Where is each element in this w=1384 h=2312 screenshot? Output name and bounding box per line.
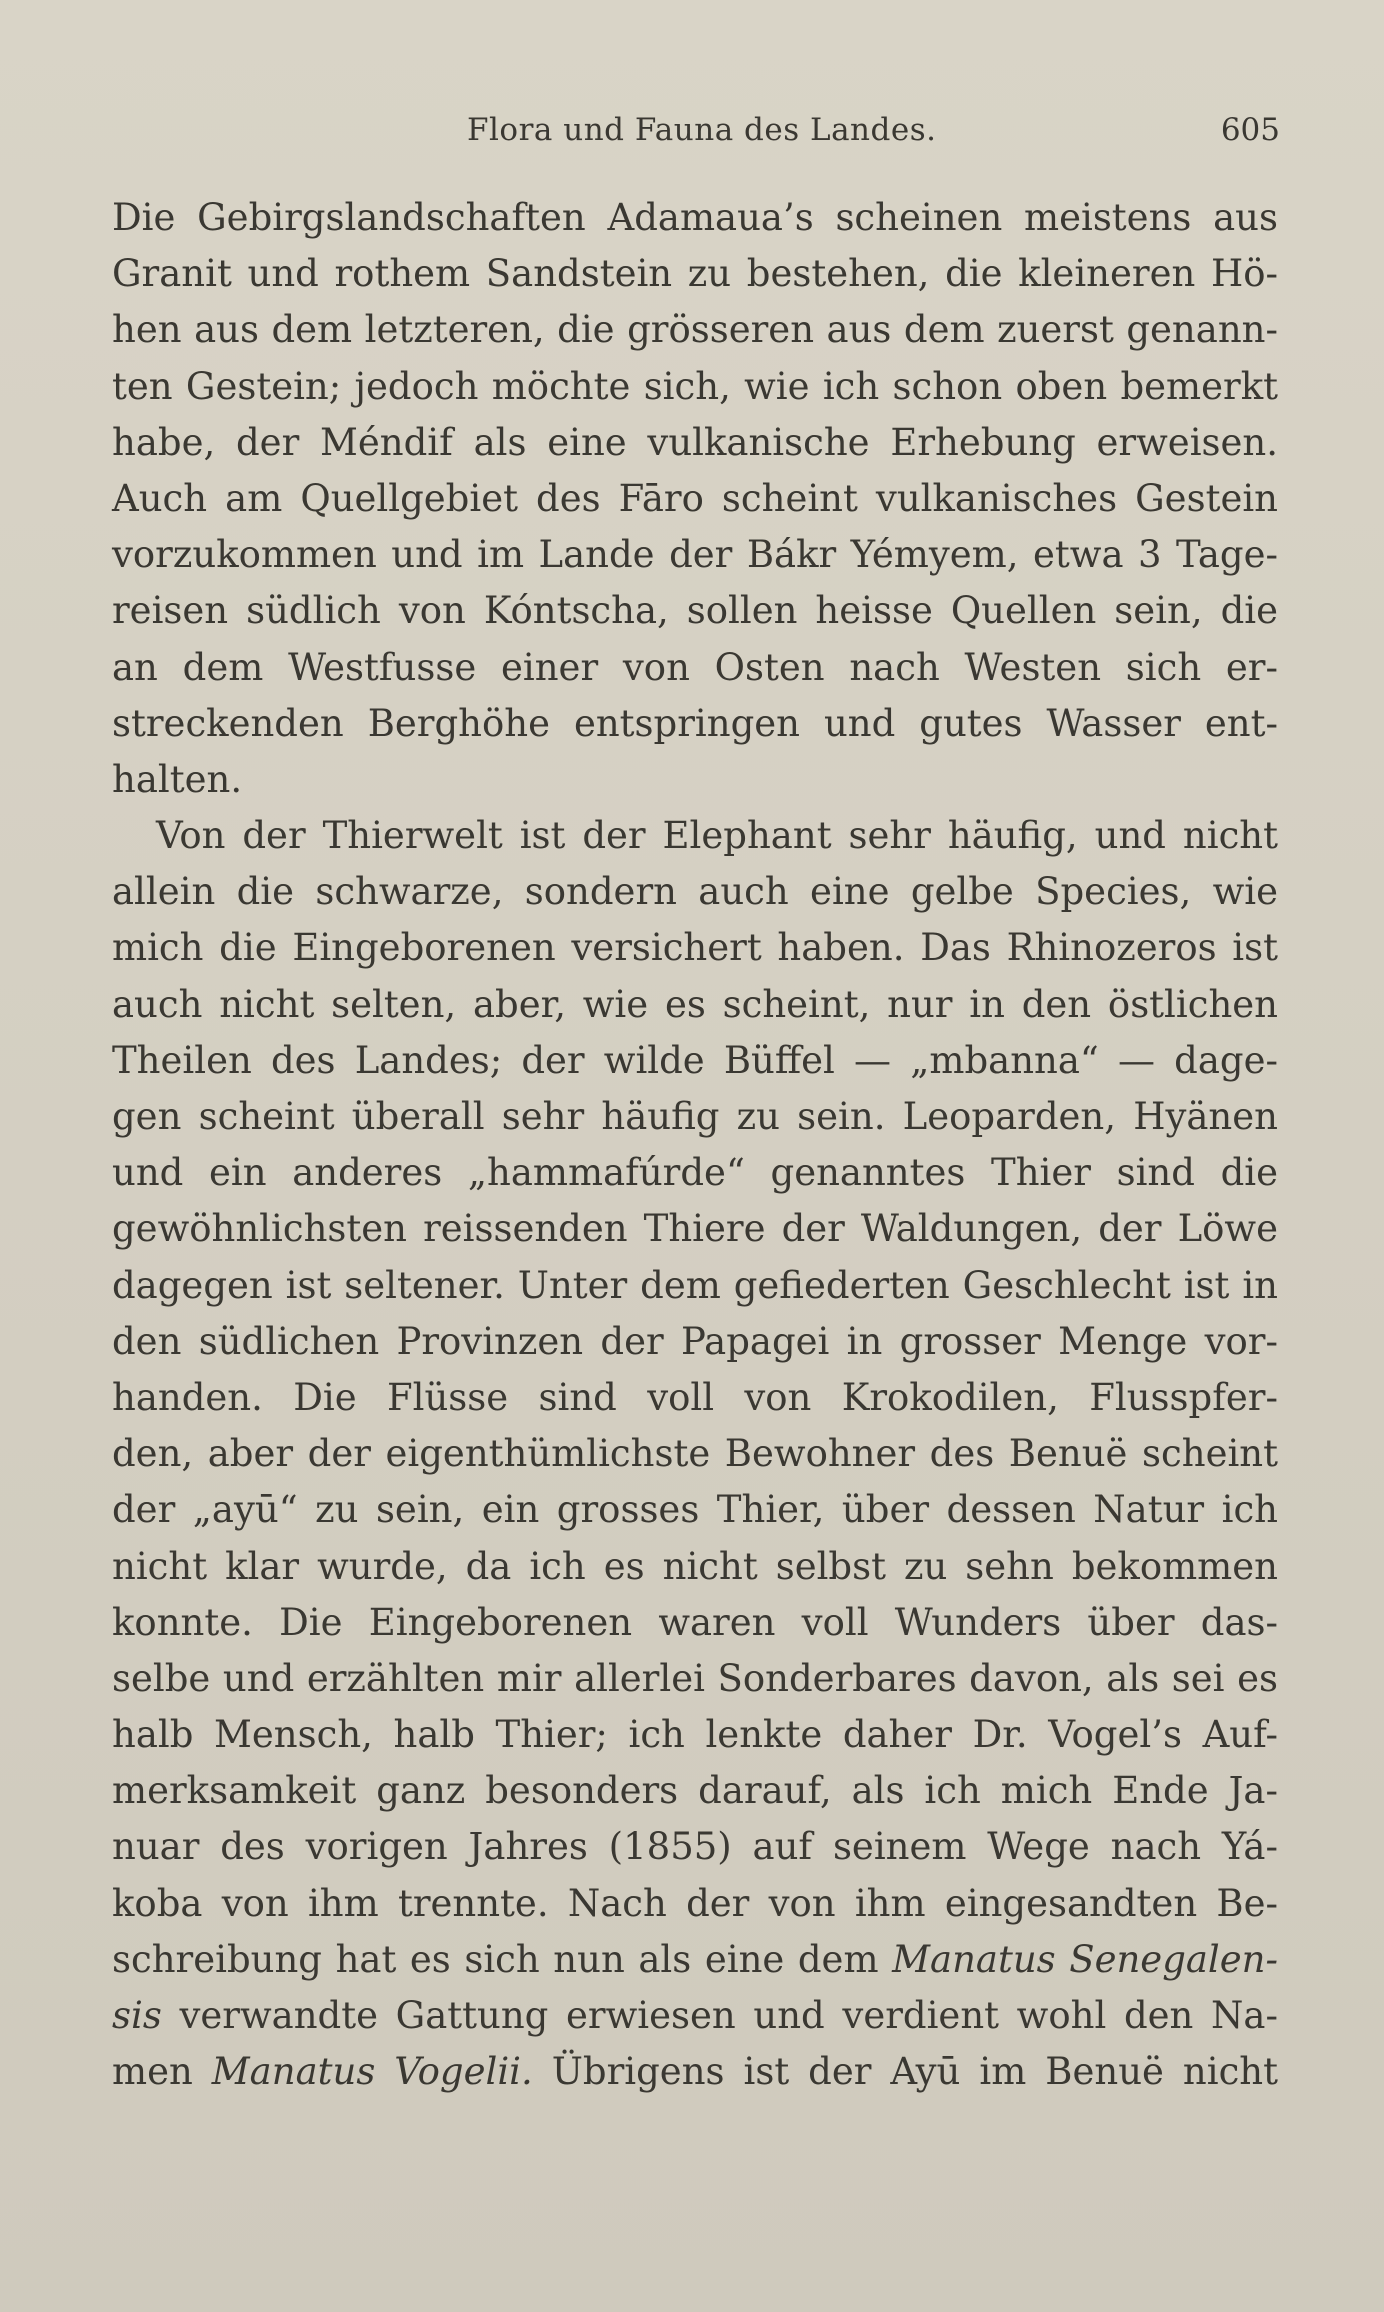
text-line: Auch am Quellgebiet des Fāro scheint vulkanisches Gestein	[112, 476, 1278, 520]
latin-name: Manatus Vogelii.	[211, 2050, 533, 2094]
latin-name: sis	[112, 1994, 162, 2037]
text-line: hen aus dem letzteren, die grösseren aus dem zuerst genann-	[112, 308, 1278, 352]
text-line: habe, der Méndif als eine vulkanische Erhebung erweisen.	[112, 420, 1278, 464]
body-text	[112, 190, 1278, 2100]
text-line: sis verwandte Gattung erwiesen und verdient wohl den Na-	[112, 1994, 1278, 2037]
text-line: und ein anderes „hammafúrde“ genanntes Thier sind die	[112, 1151, 1278, 1195]
text-line: vorzukommen und im Lande der Bákr Yémyem, etwa 3 Tage-	[112, 533, 1278, 577]
text-line: an dem Westfusse einer von Osten nach Westen sich er-	[112, 645, 1278, 689]
text-line: halten.	[112, 757, 243, 801]
page-number: 605	[1220, 112, 1280, 148]
text-line: gewöhnlichsten reissenden Thiere der Waldungen, der Löwe	[112, 1207, 1278, 1251]
text-line: nuar des vorigen Jahres (1855) auf seinem Wege nach Yá-	[112, 1825, 1278, 1869]
text-line: schreibung hat es sich nun als eine dem Manatus Senegalen-	[112, 1937, 1278, 1981]
text-line: auch nicht selten, aber, wie es scheint, nur in den östlichen	[112, 982, 1278, 1026]
text-line: Theilen des Landes; der wilde Büffel — „mbanna“ — dage-	[112, 1038, 1278, 1082]
running-title: Flora und Fauna des Landes.	[467, 112, 937, 148]
text-line: mich die Eingeborenen versichert haben. Das Rhinozeros ist	[112, 926, 1278, 970]
text-line: handen. Die Flüsse sind voll von Krokodilen, Flusspfer-	[112, 1375, 1278, 1419]
text-line: konnte. Die Eingeborenen waren voll Wunders über das-	[112, 1600, 1278, 1644]
text-line: merksamkeit ganz besonders darauf, als ich mich Ende Ja-	[112, 1769, 1278, 1813]
text-line: ten Gestein; jedoch möchte sich, wie ich schon oben bemerkt	[112, 364, 1278, 408]
text-line: Von der Thierwelt ist der Elephant sehr häufig, und nicht	[156, 814, 1278, 858]
text-line: selbe und erzählten mir allerlei Sonderbares davon, als sei es	[112, 1656, 1278, 1700]
text-line: men Manatus Vogelii. Übrigens ist der Ayū im Benuë nicht	[112, 2050, 1278, 2094]
text-line: dagegen ist seltener. Unter dem gefiederten Geschlecht ist in	[112, 1263, 1278, 1307]
text-line: reisen südlich von Kóntscha, sollen heisse Quellen sein, die	[112, 589, 1278, 633]
text-line: der „ayū“ zu sein, ein grosses Thier, über dessen Natur ich	[112, 1488, 1278, 1532]
text-line: Granit und rothem Sandstein zu bestehen, die kleineren Hö-	[112, 252, 1278, 296]
text-line: koba von ihm trennte. Nach der von ihm eingesandten Be-	[112, 1881, 1278, 1925]
text-line: den, aber der eigenthümlichste Bewohner des Benuë scheint	[112, 1432, 1278, 1476]
text-line: allein die schwarze, sondern auch eine gelbe Species, wie	[112, 870, 1278, 914]
page-header	[112, 112, 1280, 162]
text-line: Die Gebirgslandschaften Adamaua’s scheinen meistens aus	[112, 196, 1278, 239]
text-line: gen scheint überall sehr häufig zu sein. Leoparden, Hyänen	[112, 1095, 1278, 1138]
text-line: den südlichen Provinzen der Papagei in grosser Menge vor-	[112, 1319, 1278, 1363]
text-line: nicht klar wurde, da ich es nicht selbst zu sehn bekommen	[112, 1544, 1278, 1588]
text-line: halb Mensch, halb Thier; ich lenkte daher Dr. Vogel’s Auf-	[112, 1713, 1278, 1757]
text-line: streckenden Berghöhe entspringen und gutes Wasser ent-	[112, 701, 1278, 745]
latin-name: Manatus Senegalen-	[892, 1937, 1278, 1981]
